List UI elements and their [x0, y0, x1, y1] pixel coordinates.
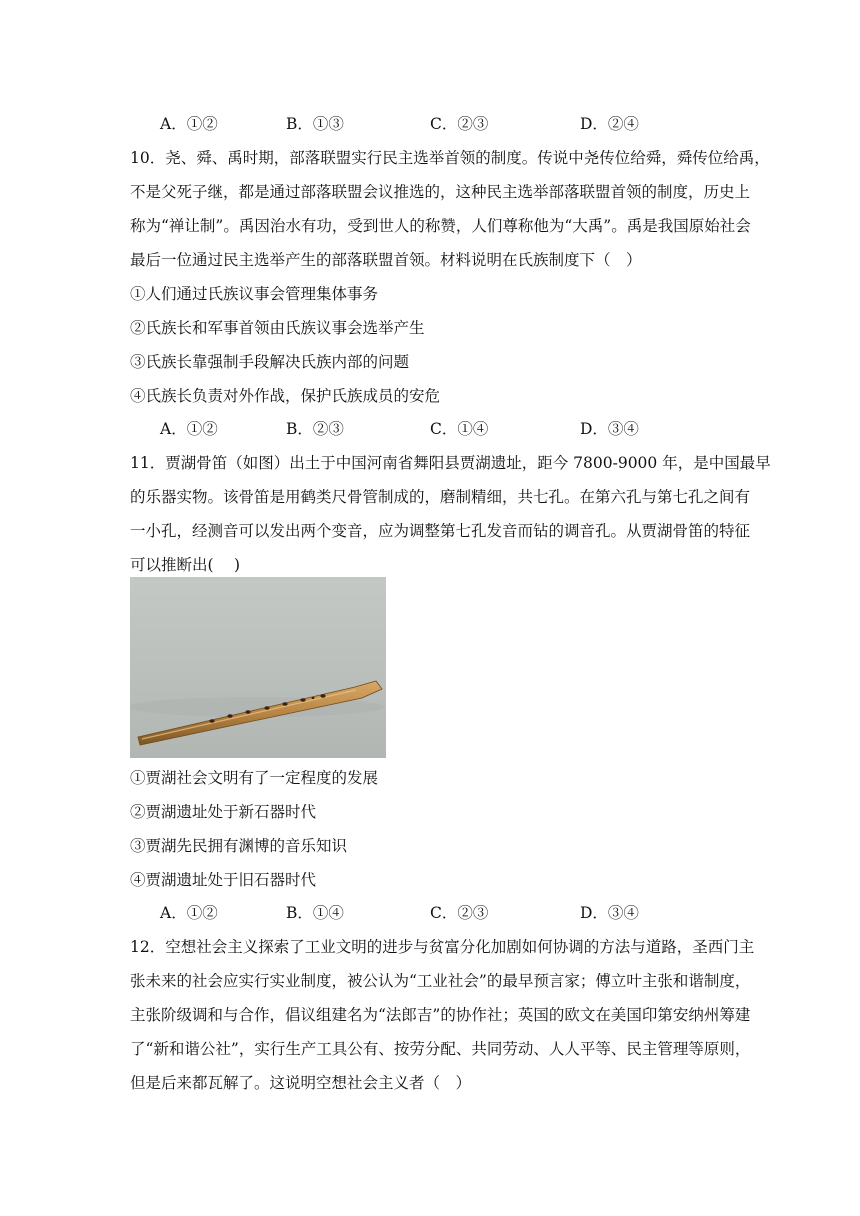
q9-option-b[interactable]: B．①③ [286, 115, 344, 133]
q10-option-b[interactable]: B．②③ [286, 420, 344, 438]
q10-statement: ④氏族长负责对外作战，保护氏族成员的安危 [130, 387, 441, 405]
q12-stem-line: 但是后来都瓦解了。这说明空想社会主义者（ ） [130, 1074, 472, 1092]
q10-stem-line: 10．尧、舜、禹时期，部落联盟实行民主选举首领的制度。传说中尧传位给舜，舜传位给禹， [130, 149, 770, 167]
q10-option-d[interactable]: D．③④ [580, 420, 639, 438]
q11-statement: ②贾湖遗址处于新石器时代 [130, 803, 317, 821]
q11-statement: ③贾湖先民拥有渊博的音乐知识 [130, 837, 348, 855]
q11-option-d[interactable]: D．③④ [580, 904, 639, 922]
q10-option-c[interactable]: C．①④ [430, 420, 489, 438]
q11-stem-line: 11．贾湖骨笛（如图）出土于中国河南省舞阳县贾湖遗址，距今 7800-9000 年，是中国最早 [130, 454, 771, 472]
q12-stem-line: 主张阶级调和与合作，倡议组建名为“法郎吉”的协作社；英国的欧文在美国印第安纳州筹建 [130, 1006, 751, 1024]
q11-option-b[interactable]: B．①④ [286, 904, 344, 922]
q11-stem-line: 一小孔，经测音可以发出两个变音，应为调整第七孔发音而钻的调音孔。从贾湖骨笛的特征 [130, 522, 751, 540]
bone-flute-illustration [130, 577, 386, 758]
q11-stem-line: 可以推断出( ) [130, 556, 241, 574]
q11-option-c[interactable]: C．②③ [430, 904, 489, 922]
q10-statement: ①人们通过氏族议事会管理集体事务 [130, 285, 379, 303]
q11-option-a[interactable]: A．①② [160, 904, 218, 922]
q12-stem-line: 了“新和谐公社”，实行生产工具公有、按劳分配、共同劳动、人人平等、民主管理等原则， [130, 1040, 751, 1058]
q11-statement: ①贾湖社会文明有了一定程度的发展 [130, 769, 379, 787]
q11-stem-line: 的乐器实物。该骨笛是用鹤类尺骨管制成的，磨制精细，共七孔。在第六孔与第七孔之间有 [130, 488, 751, 506]
q12-stem-line: 12．空想社会主义探索了工业文明的进步与贫富分化加剧如何协调的方法与道路，圣西门主 [130, 938, 755, 956]
q10-stem-line: 最后一位通过民主选举产生的部落联盟首领。材料说明在氏族制度下（ ） [130, 251, 642, 269]
q10-stem-line: 不是父死子继，都是通过部落联盟会议推选的，这种民主选举部落联盟首领的制度，历史上 [130, 183, 751, 201]
q10-stem-line: 称为“禅让制”。禹因治水有功，受到世人的称赞，人们尊称他为“大禹”。禹是我国原始社会 [130, 217, 751, 235]
q9-option-d[interactable]: D．②④ [580, 115, 639, 133]
q11-statement: ④贾湖遗址处于旧石器时代 [130, 871, 317, 889]
q12-stem-line: 张未来的社会应实行实业制度，被公认为“工业社会”的最早预言家；傅立叶主张和谐制度， [130, 972, 751, 990]
q9-option-a[interactable]: A．①② [160, 115, 218, 133]
q9-options [160, 112, 800, 136]
q10-statement: ③氏族长靠强制手段解决氏族内部的问题 [130, 353, 410, 371]
q10-option-a[interactable]: A．①② [160, 420, 218, 438]
q10-options [160, 417, 800, 441]
q9-option-c[interactable]: C．②③ [430, 115, 489, 133]
q10-statement: ②氏族长和军事首领由氏族议事会选举产生 [130, 319, 425, 337]
bone-flute-photo [130, 577, 386, 758]
q11-options [160, 901, 800, 925]
